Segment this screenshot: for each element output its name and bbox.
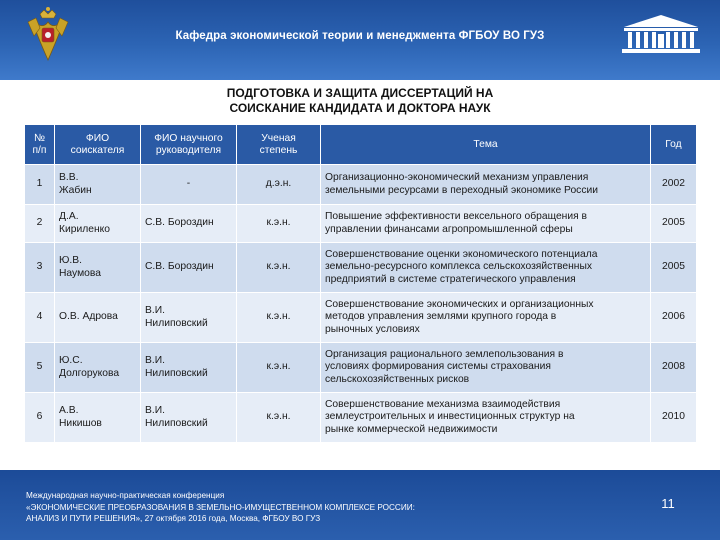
cell-theme: Совершенствование механизма взаимодействия землеустроительных и инвестиционных структур на рынке коммерческой недвижимости: [321, 393, 651, 443]
cell-applicant: Д.А. Кириленко: [55, 205, 141, 243]
header-bar: [0, 0, 720, 80]
cell-supervisor: -: [141, 165, 237, 205]
cell-year: 2010: [651, 393, 697, 443]
cell-degree: к.э.н.: [237, 243, 321, 293]
header-degree: Ученая степень: [237, 125, 321, 165]
header-year: Год: [651, 125, 697, 165]
cell-theme: Совершенствование экономических и организационных методов управления землями крупного города в рыночных условиях: [321, 293, 651, 343]
cell-degree: к.э.н.: [237, 293, 321, 343]
table-row: [25, 243, 697, 293]
cell-year: 2008: [651, 343, 697, 393]
header-num: № п/п: [25, 125, 55, 165]
cell-degree: д.э.н.: [237, 165, 321, 205]
cell-degree: к.э.н.: [237, 343, 321, 393]
cell-year: 2005: [651, 205, 697, 243]
cell-theme: Совершенствование оценки экономического потенциала земельно-ресурсного комплекса сельскохозяйственных предприятий в системе стратегического управления: [321, 243, 651, 293]
table-row: [25, 343, 697, 393]
cell-num: 5: [25, 343, 55, 393]
cell-year: 2002: [651, 165, 697, 205]
cell-supervisor: С.В. Бороздин: [141, 205, 237, 243]
conference-line-3: АНАЛИЗ И ПУТИ РЕШЕНИЯ», 27 октября 2016 года, Москва, ФГБОУ ВО ГУЗ: [26, 514, 321, 523]
cell-year: 2006: [651, 293, 697, 343]
header-applicant: ФИО соискателя: [55, 125, 141, 165]
cell-applicant: Ю.В. Наумова: [55, 243, 141, 293]
cell-supervisor: В.И. Нилиповский: [141, 393, 237, 443]
cell-num: 2: [25, 205, 55, 243]
conference-line-2: «ЭКОНОМИЧЕСКИЕ ПРЕОБРАЗОВАНИЯ В ЗЕМЕЛЬНО-ИМУЩЕСТВЕННОМ КОМПЛЕКСЕ РОССИИ:: [26, 502, 415, 512]
cell-applicant: О.В. Адрова: [55, 293, 141, 343]
slide-title-line-2: СОИСКАНИЕ КАНДИДАТА И ДОКТОРА НАУК: [229, 101, 491, 115]
header-supervisor: ФИО научного руководителя: [141, 125, 237, 165]
cell-num: 6: [25, 393, 55, 443]
header-title: Кафедра экономической теории и менеджмента ФГБОУ ВО ГУЗ: [175, 30, 545, 42]
cell-supervisor: С.В. Бороздин: [141, 243, 237, 293]
cell-supervisor: В.И. Нилиповский: [141, 343, 237, 393]
conference-line-1: Международная научно-практическая конференция: [26, 491, 225, 500]
cell-applicant: А.В. Никишов: [55, 393, 141, 443]
conference-info: [26, 490, 586, 525]
cell-theme: Организационно-экономический механизм управления земельными ресурсами в переходный экономике России: [321, 165, 651, 205]
slide-title: [0, 86, 720, 116]
cell-theme: Повышение эффективности вексельного обращения в управлении финансами агропромышленной сферы: [321, 205, 651, 243]
cell-num: 3: [25, 243, 55, 293]
table-header-row: [25, 125, 697, 165]
table-row: [25, 293, 697, 343]
cell-theme: Организация рационального землепользования в условиях формирования системы страхования сельскохозяйственных рисков: [321, 343, 651, 393]
slide-title-line-1: ПОДГОТОВКА И ЗАЩИТА ДИССЕРТАЦИЙ НА: [226, 86, 494, 100]
cell-degree: к.э.н.: [237, 205, 321, 243]
cell-applicant: Ю.С. Долгорукова: [55, 343, 141, 393]
cell-num: 4: [25, 293, 55, 343]
cell-degree: к.э.н.: [237, 393, 321, 443]
cell-year: 2005: [651, 243, 697, 293]
table-row: [25, 393, 697, 443]
cell-applicant: В.В. Жабин: [55, 165, 141, 205]
table-row: [25, 165, 697, 205]
cell-supervisor: В.И. Нилиповский: [141, 293, 237, 343]
footer-bar: [0, 470, 720, 540]
page-number: 11: [661, 496, 675, 511]
university-building-icon: [620, 14, 702, 54]
cell-num: 1: [25, 165, 55, 205]
dissertations-table: [24, 124, 697, 443]
table-row: [25, 205, 697, 243]
header-theme: Тема: [321, 125, 651, 165]
